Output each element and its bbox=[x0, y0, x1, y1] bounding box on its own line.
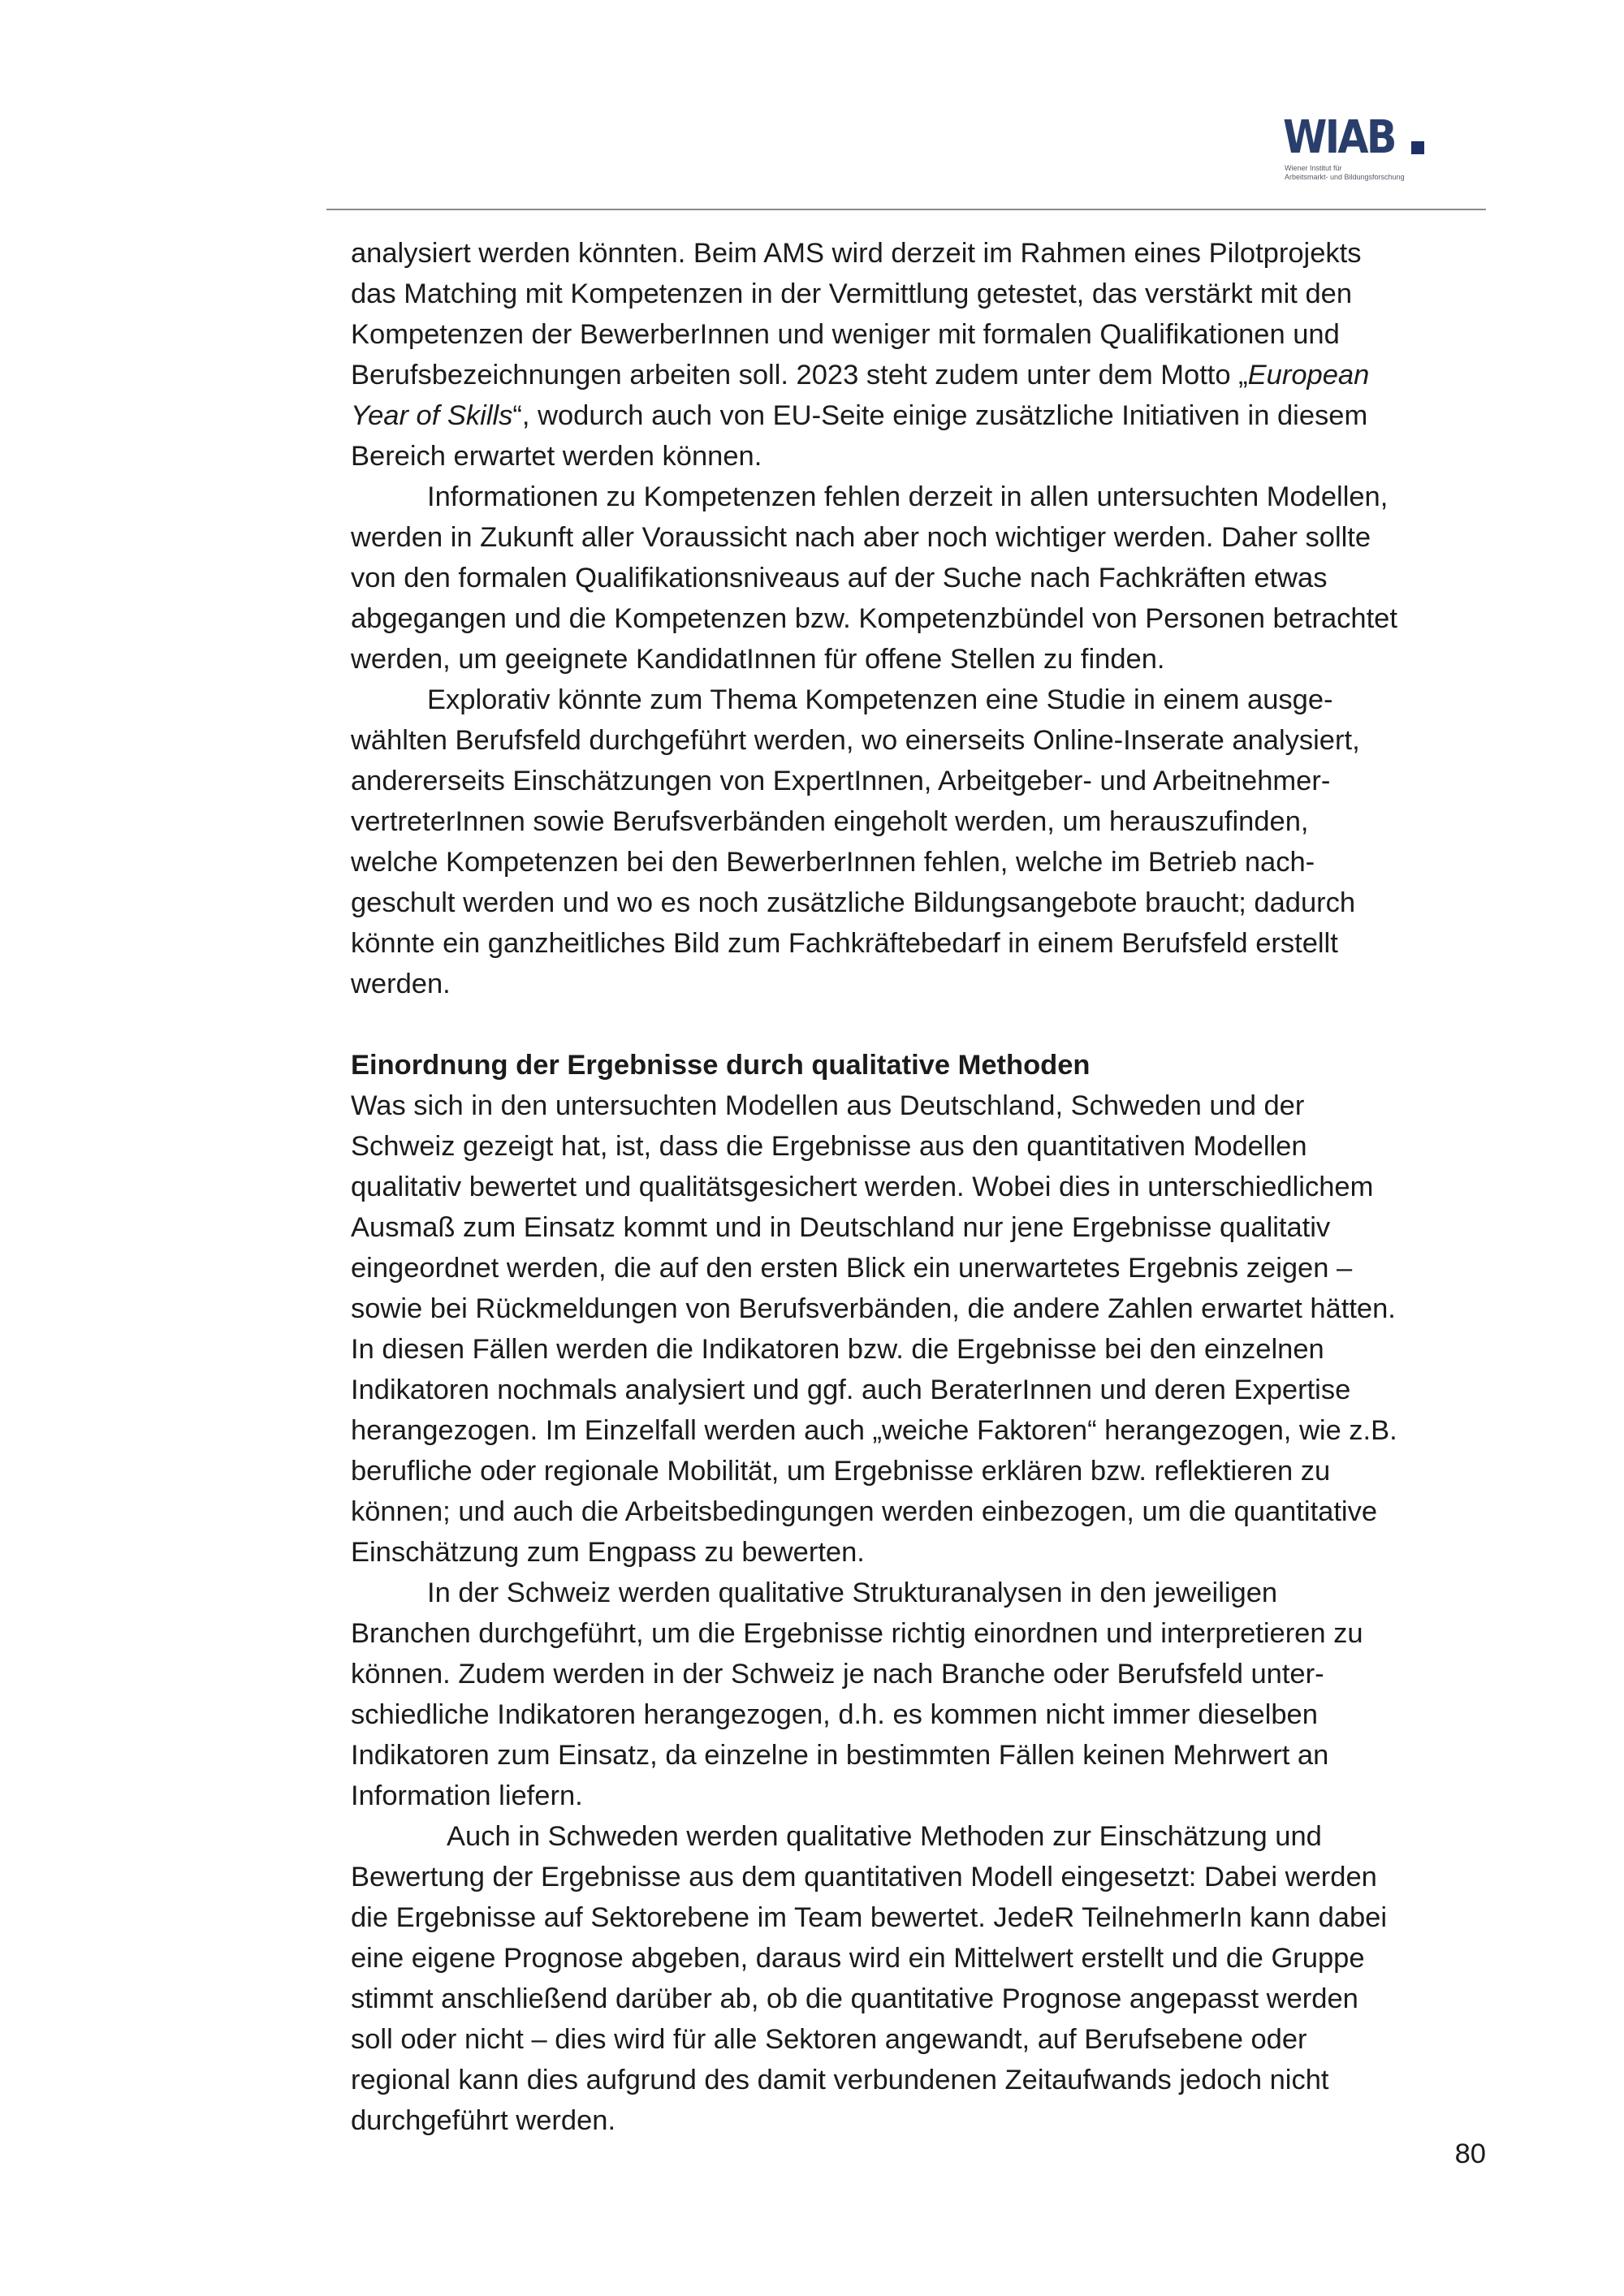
text-line: wählten Berufsfeld durchgeführt werden, wo einerseits Online-Inserate analysiert, bbox=[351, 725, 1360, 756]
paragraph-2 bbox=[351, 477, 1486, 680]
text-line: Bereich erwartet werden können. bbox=[351, 441, 762, 472]
text-line: schiedliche Indikatoren herangezogen, d.h. es kommen nicht immer dieselben bbox=[351, 1699, 1318, 1730]
text-line: Schweiz gezeigt hat, ist, dass die Ergebnisse aus den quantitativen Modellen bbox=[351, 1131, 1307, 1162]
text-line: durchgeführt werden. bbox=[351, 2105, 616, 2136]
text-line-with-italic bbox=[351, 395, 1486, 436]
text-line: Branchen durchgeführt, um die Ergebnisse richtig einordnen und interpretieren zu bbox=[351, 1618, 1363, 1649]
text-line: vertreterInnen sowie Berufsverbänden eingeholt werden, um herauszufinden, bbox=[351, 806, 1309, 837]
paragraph-4 bbox=[351, 1085, 1486, 1573]
text-span: Berufsbezeichnungen arbeiten soll. 2023 steht zudem unter dem Motto „ bbox=[351, 360, 1248, 391]
logo-square-mark bbox=[1411, 141, 1424, 154]
logo-subtitle bbox=[1285, 164, 1405, 182]
text-line: Bewertung der Ergebnisse aus dem quantitativen Modell eingesetzt: Dabei werden bbox=[351, 1862, 1377, 1892]
text-line: können. Zudem werden in der Schweiz je nach Branche oder Berufsfeld unter- bbox=[351, 1659, 1324, 1690]
text-line: eingeordnet werden, die auf den ersten Blick ein unerwartetes Ergebnis zeigen – bbox=[351, 1253, 1353, 1284]
text-line: Information liefern. bbox=[351, 1780, 583, 1811]
logo-wordmark: WIAB bbox=[1283, 111, 1395, 164]
logo-subtitle-line-1: Wiener Institut für bbox=[1285, 164, 1342, 172]
text-line: herangezogen. Im Einzelfall werden auch „weiche Faktoren“ herangezogen, wie z.B. bbox=[351, 1415, 1397, 1446]
text-line: regional kann dies aufgrund des damit verbundenen Zeitaufwands jedoch nicht bbox=[351, 2065, 1329, 2095]
text-line: Einschätzung zum Engpass zu bewerten. bbox=[351, 1537, 865, 1568]
page-body bbox=[351, 233, 1486, 2141]
text-line: eine eigene Prognose abgeben, daraus wird ein Mittelwert erstellt und die Gruppe bbox=[351, 1943, 1365, 1974]
paragraph-5 bbox=[351, 1573, 1486, 1816]
text-line: Was sich in den untersuchten Modellen aus Deutschland, Schweden und der bbox=[351, 1090, 1305, 1121]
section-heading: Einordnung der Ergebnisse durch qualitative Methoden bbox=[351, 1050, 1091, 1081]
text-line: Informationen zu Kompetenzen fehlen derzeit in allen untersuchten Modellen, bbox=[427, 481, 1389, 512]
text-line: Auch in Schweden werden qualitative Methoden zur Einschätzung und bbox=[447, 1821, 1322, 1852]
text-line: qualitativ bewertet und qualitätsgesichert werden. Wobei dies in unterschiedlichem bbox=[351, 1172, 1374, 1202]
text-line: das Matching mit Kompetenzen in der Vermittlung getestet, das verstärkt mit den bbox=[351, 278, 1353, 309]
text-line: sowie bei Rückmeldungen von Berufsverbänden, die andere Zahlen erwartet hätten. bbox=[351, 1293, 1396, 1324]
text-line: stimmt anschließend darüber ab, ob die quantitative Prognose angepasst werden bbox=[351, 1983, 1358, 2014]
wiab-logo bbox=[1283, 111, 1437, 187]
text-line: Explorativ könnte zum Thema Kompetenzen eine Studie in einem ausge- bbox=[427, 684, 1333, 715]
text-line: von den formalen Qualifikationsniveaus auf der Suche nach Fachkräften etwas bbox=[351, 563, 1328, 593]
text-line: geschult werden und wo es noch zusätzliche Bildungsangebote braucht; dadurch bbox=[351, 887, 1356, 918]
text-line: analysiert werden könnten. Beim AMS wird derzeit im Rahmen eines Pilotprojekts bbox=[351, 238, 1362, 269]
text-line: Indikatoren zum Einsatz, da einzelne in bestimmten Fällen keinen Mehrwert an bbox=[351, 1740, 1329, 1771]
paragraph-6 bbox=[351, 1816, 1486, 2141]
text-line: werden, um geeignete KandidatInnen für offene Stellen zu finden. bbox=[351, 644, 1165, 675]
text-line: andererseits Einschätzungen von ExpertInnen, Arbeitgeber- und Arbeitnehmer- bbox=[351, 766, 1331, 796]
text-line: Ausmaß zum Einsatz kommt und in Deutschland nur jene Ergebnisse qualitativ bbox=[351, 1212, 1331, 1243]
text-line: Indikatoren nochmals analysiert und ggf. auch BeraterInnen und deren Expertise bbox=[351, 1375, 1351, 1405]
text-line: können; und auch die Arbeitsbedingungen werden einbezogen, um die quantitative bbox=[351, 1496, 1378, 1527]
paragraph-1 bbox=[351, 233, 1486, 477]
header-divider bbox=[326, 209, 1486, 210]
text-line: könnte ein ganzheitliches Bild zum Fachkräftebedarf in einem Berufsfeld erstellt bbox=[351, 928, 1338, 959]
text-line: die Ergebnisse auf Sektorebene im Team bewertet. JedeR TeilnehmerIn kann dabei bbox=[351, 1902, 1387, 1933]
section-spacer bbox=[351, 1004, 1486, 1045]
text-line-with-italic bbox=[351, 355, 1486, 395]
text-span: “, wodurch auch von EU-Seite einige zusätzliche Initiativen in diesem bbox=[512, 400, 1368, 431]
logo-subtitle-line-2: Arbeitsmarkt- und Bildungsforschung bbox=[1285, 173, 1405, 181]
text-line: werden. bbox=[351, 969, 451, 999]
text-line: Kompetenzen der BewerberInnen und weniger mit formalen Qualifikationen und bbox=[351, 319, 1340, 350]
page-number: 80 bbox=[1454, 2138, 1486, 2169]
text-line: werden in Zukunft aller Voraussicht nach aber noch wichtiger werden. Daher sollte bbox=[351, 522, 1371, 553]
italic-term: European bbox=[1247, 360, 1370, 391]
text-line: soll oder nicht – dies wird für alle Sektoren angewandt, auf Berufsebene oder bbox=[351, 2024, 1307, 2055]
text-line: berufliche oder regionale Mobilität, um Ergebnisse erklären bzw. reflektieren zu bbox=[351, 1456, 1331, 1487]
italic-term: Year of Skills bbox=[351, 400, 513, 431]
paragraph-3 bbox=[351, 680, 1486, 1004]
text-line: welche Kompetenzen bei den BewerberInnen fehlen, welche im Betrieb nach- bbox=[351, 847, 1315, 878]
text-line: In diesen Fällen werden die Indikatoren bzw. die Ergebnisse bei den einzelnen bbox=[351, 1334, 1324, 1365]
text-line: abgegangen und die Kompetenzen bzw. Kompetenzbündel von Personen betrachtet bbox=[351, 603, 1397, 634]
text-line: In der Schweiz werden qualitative Strukturanalysen in den jeweiligen bbox=[427, 1577, 1278, 1608]
